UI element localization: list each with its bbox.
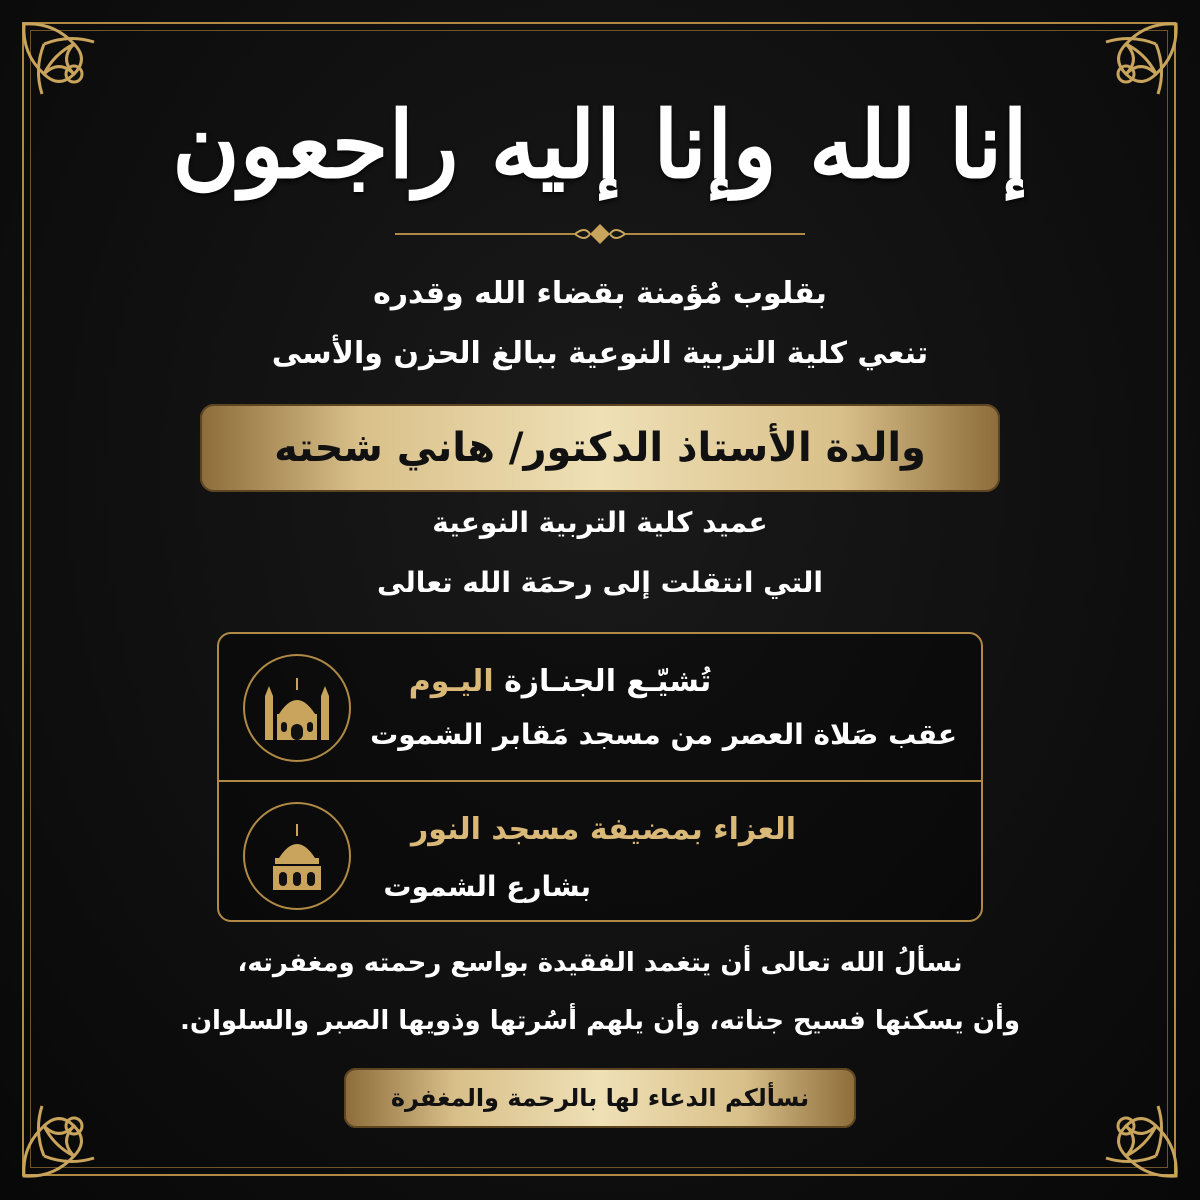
funeral-title-highlight: اليـوم	[408, 664, 494, 699]
role-line: عميد كلية التربية النوعية	[432, 506, 768, 539]
mosque-dome-icon	[243, 802, 351, 910]
deceased-name: والدة الأستاذ الدكتور/ هاني شحته	[274, 425, 926, 471]
condolence-title: العزاء بمضيفة مسجد النور	[411, 812, 796, 847]
ornamental-divider-icon	[395, 222, 805, 246]
corner-ornament-icon	[1066, 1066, 1186, 1186]
intro-line-1: بقلوب مُؤمنة بقضاء الله وقدره	[373, 276, 827, 311]
mosque-icon	[243, 654, 351, 762]
passed-line: التي انتقلت إلى رحمَة الله تعالى	[376, 566, 824, 599]
intro-line-2: تنعي كلية التربية النوعية ببالغ الحزن والأسى	[271, 336, 929, 371]
funeral-title	[369, 664, 751, 699]
calligraphy-title: إنا لله وإنا إليه راجعون	[172, 91, 1028, 199]
condolence-row	[219, 782, 981, 926]
prayer-line-1: نسألُ الله تعالى أن يتغمد الفقيدة بواسع رحمته ومغفرته،	[237, 948, 963, 978]
corner-ornament-icon	[14, 1066, 134, 1186]
closing-banner	[344, 1068, 856, 1128]
deceased-name-banner	[200, 404, 1000, 492]
funeral-title-prefix: تُشيّـع الجنـازة	[504, 664, 712, 699]
funeral-info-box	[217, 632, 983, 922]
condolence-details: بشارع الشموت	[383, 870, 591, 903]
prayer-line-2: وأن يسكنها فسيح جناته، وأن يلهم أسُرتها وذويها الصبر والسلوان.	[179, 1006, 1021, 1036]
funeral-details: عقب صَلاة العصر من مسجد مَقابر الشموت	[370, 718, 957, 751]
funeral-row	[219, 634, 981, 778]
closing-banner-text: نسألكم الدعاء لها بالرحمة والمغفرة	[390, 1084, 810, 1112]
